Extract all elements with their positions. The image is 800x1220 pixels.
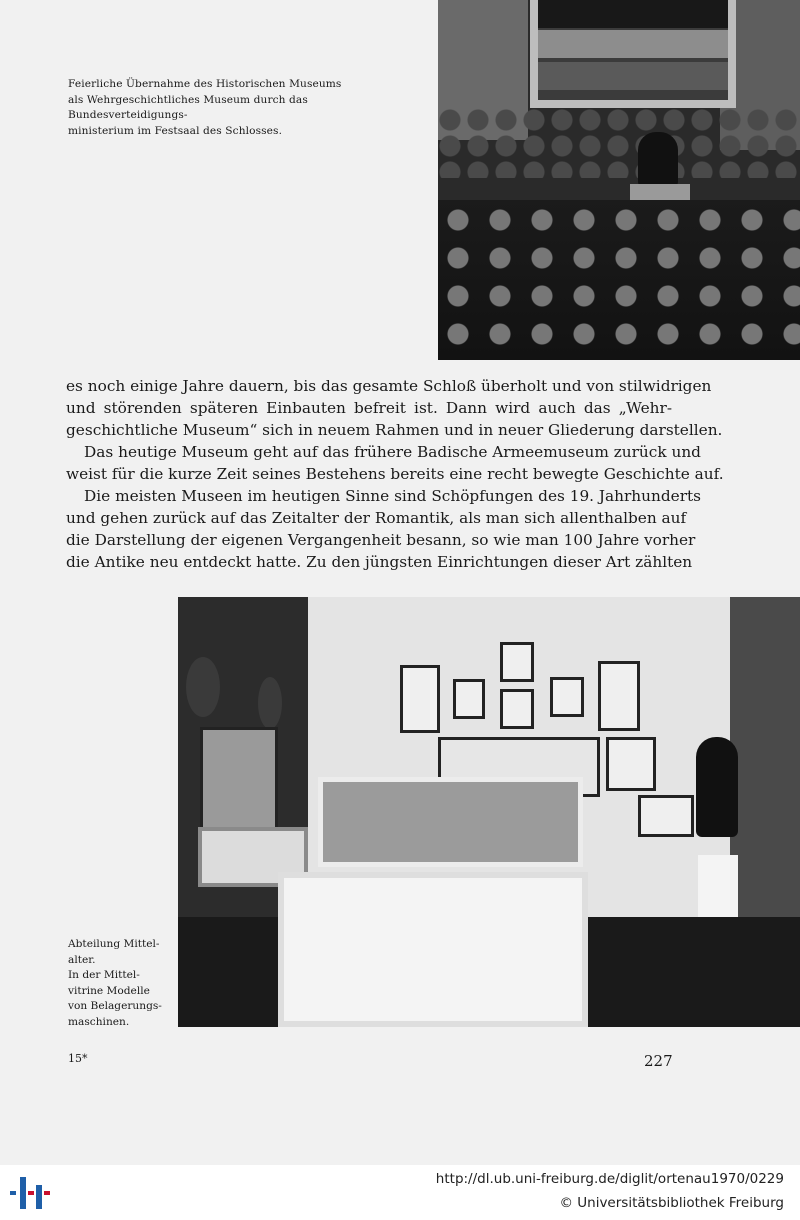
photo-shield <box>186 657 220 717</box>
caption-line: ministerium im Festsaal des Schlosses. <box>68 124 283 137</box>
page-number: 227 <box>644 1052 673 1070</box>
photo-wall-frame <box>200 727 278 839</box>
photo-wall-frame <box>638 795 694 837</box>
text-line: Das heutige Museum geht auf das frühere Badische Armeemuseum zurück und <box>84 443 701 461</box>
caption-line: als Wehrgeschichtliches Museum durch das Bundesverteidigungs- <box>68 93 308 121</box>
body-text <box>66 375 724 573</box>
caption-line: alter. <box>68 953 96 966</box>
caption-line: von Belagerungs- <box>68 1000 162 1012</box>
bottom-photo-caption <box>68 937 173 1030</box>
top-photo-caption <box>68 77 428 139</box>
text-line: geschichtliche Museum“ sich in neuem Rahmen und in neuer Gliederung darstellen. <box>66 421 723 439</box>
photo-plants <box>438 108 800 178</box>
photo-speaker <box>638 132 678 186</box>
text-line: die Darstellung der eigenen Vergangenheit besann, so wie man 100 Jahre vorher <box>66 531 696 549</box>
text-line: es noch einige Jahre dauern, bis das gesamte Schloß überholt und von stilwidrigen <box>66 377 712 395</box>
text-line: weist für die kurze Zeit seines Bestehens bereits eine recht bewegte Geschichte auf. <box>66 465 724 483</box>
text-line: die Antike neu entdeckt hatte. Zu den jüngsten Einrichtungen dieser Art zählten <box>66 553 693 571</box>
caption-line: vitrine Modelle <box>68 984 150 997</box>
signature-mark: 15* <box>68 1052 88 1065</box>
photo-wall-frame <box>400 665 440 733</box>
photo-wall-frame <box>606 737 656 791</box>
exhibition-photo <box>178 597 800 1027</box>
photo-shield <box>258 677 282 729</box>
photo-wall-frame <box>598 661 640 731</box>
photo-wall-frame <box>550 677 584 717</box>
photo-wall-frame <box>500 689 534 729</box>
text-line: und störenden späteren Einbauten befreit ist. Dann wird auch das „Wehr- <box>66 399 672 417</box>
copyright-notice: © Universitätsbibliothek Freiburg <box>559 1195 784 1211</box>
ceremony-photo <box>438 0 800 360</box>
caption-line: Abteilung Mittel- <box>68 938 160 950</box>
footer-bar <box>0 1165 800 1220</box>
photo-wall-frame <box>453 679 485 719</box>
photo-vitrine-models <box>318 777 583 867</box>
photo-plinth <box>698 855 738 921</box>
photo-armour-figure <box>696 737 738 837</box>
text-line: Die meisten Museen im heutigen Sinne sind Schöpfungen des 19. Jahrhunderts <box>84 487 702 505</box>
caption-line: In der Mittel- <box>68 969 140 981</box>
photo-wall-frame <box>500 642 534 682</box>
photo-audience <box>438 200 800 360</box>
ub-freiburg-logo-icon <box>10 1173 50 1213</box>
caption-line: maschinen. <box>68 1015 130 1028</box>
text-line: und gehen zurück auf das Zeitalter der Romantik, als man sich allenthalben auf <box>66 509 687 527</box>
photo-flag <box>530 0 736 108</box>
photo-vitrine-base <box>278 872 588 1027</box>
source-url-link[interactable]: http://dl.ub.uni-freiburg.de/diglit/ortenau1970/0229 <box>435 1171 784 1187</box>
caption-line: Feierliche Übernahme des Historischen Museums <box>68 78 342 90</box>
